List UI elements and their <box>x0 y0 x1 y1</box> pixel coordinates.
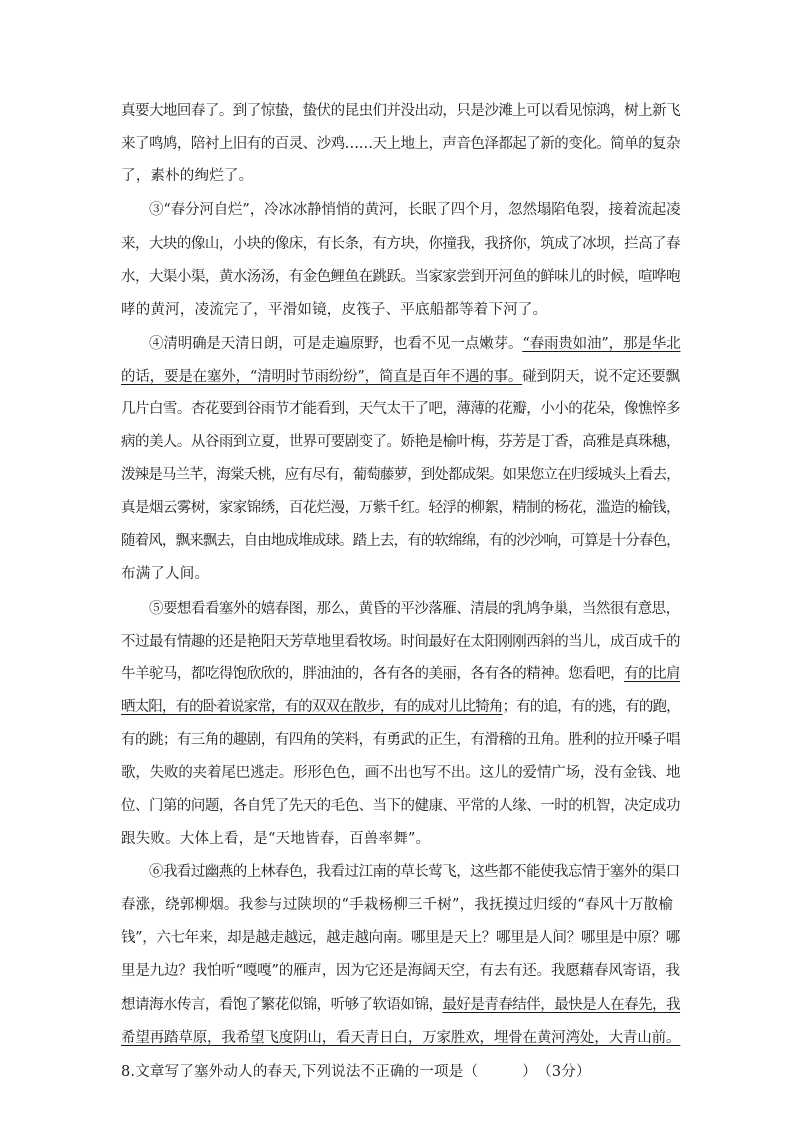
text-segment: 哮的黄河，凌流完了，平滑如镜，皮筏子、平底船都等着下河了。 <box>121 302 548 318</box>
text-line <box>121 764 680 782</box>
text-segment: 真是烟云雾树，家家锦绣，百花烂漫，万紫千红。轻浮的柳絮，精制的杨花，滥造的榆钱， <box>121 500 680 516</box>
text-segment: 牛羊驼马，都吃得饱欣欣的，胖油油的，各有各的美丽，各有各的精神。您看吧， <box>121 666 625 682</box>
text-line <box>121 532 680 550</box>
text-line <box>149 600 680 618</box>
text-line <box>121 996 680 1014</box>
text-segment: ⑤要想看看塞外的嬉春图，那么，黄昏的平沙落雁、清晨的乳鸠争巢，当然很有意思， <box>149 601 680 617</box>
text-line <box>121 665 680 683</box>
text-segment: 真要大地回春了。到了惊蛰，蛰伏的昆虫们并没出动，只是沙滩上可以看见惊鸿，树上新飞 <box>121 103 680 119</box>
underlined-text: 的话，要是在塞外，“清明时节雨纷纷”，简直是百年不遇的事。 <box>121 369 523 385</box>
text-line <box>149 863 680 881</box>
text-line <box>121 235 680 253</box>
text-segment: 布满了人间。 <box>121 566 210 582</box>
text-line <box>121 368 680 386</box>
text-segment: 碰到阴天，说不定还要飘 <box>522 369 680 385</box>
question-line <box>121 1063 591 1081</box>
text-segment: ；有的追，有的逃，有的跑， <box>502 699 680 715</box>
text-segment: 来，大块的像山，小块的像床，有长条，有方块，你撞我，我挤你，筑成了冰坝，拦高了春 <box>121 236 680 252</box>
underlined-text: 晒太阳，有的卧着说家常，有的双双在散步，有的成对儿比犄角 <box>121 699 503 715</box>
underlined-text: 最好是青春结伴，最快是人在春先，我 <box>442 997 681 1013</box>
text-line <box>121 301 547 319</box>
text-segment: 不过最有情趣的还是艳阳天芳草地里看牧场。时间最好在太阳刚刚西斜的当儿，成百成千的 <box>121 634 680 650</box>
text-line <box>121 896 673 914</box>
text-segment: ④清明确是天清日朗，可是走遍原野，也看不见一点嫩芽。 <box>149 336 523 352</box>
text-line <box>121 268 680 286</box>
text-line <box>121 565 209 583</box>
text-segment: 随着风，飘来飘去，自由地成堆成球。踏上去，有的软绵绵，有的沙沙响，可算是十分春色， <box>121 533 680 549</box>
text-line <box>121 400 680 418</box>
text-line <box>121 135 680 153</box>
underlined-text: 希望再踏草原，我希望飞度阴山，看天青日白，万家胜欢，埋骨在黄河湾处，大青山前。 <box>121 1030 681 1046</box>
text-segment: 病的美人。从谷雨到立夏，世界可要剧变了。娇艳是榆叶梅，芬芳是丁香，高雅是真珠穗， <box>121 434 680 450</box>
text-line <box>121 962 680 980</box>
text-segment: 几片白雪。杏花要到谷雨节才能看到，天气太干了吧，薄薄的花瓣，小小的花朵，像憔悴多 <box>121 401 680 417</box>
text-segment: 8.文章写了塞外动人的春天,下列说法不正确的一项是（ ） （3分） <box>121 1064 591 1080</box>
text-segment: 来了鸣鸠，陪衬上旧有的百灵、沙鸡……天上地上，声音色泽都起了新的变化。简单的复杂 <box>121 136 680 152</box>
text-segment: 跟失败。大体上看，是“天地皆春，百兽率舞”。 <box>121 831 431 847</box>
text-segment: ⑥我看过幽燕的上林春色，我看过江南的草长莺飞，这些都不能使我忘情于塞外的渠口 <box>149 864 680 880</box>
underlined-text: 有的比肩 <box>624 666 681 682</box>
text-segment: ③“春分河自烂”，冷冰冰静悄悄的黄河，长眠了四个月，忽然塌陷龟裂，接着流起凌 <box>149 202 681 218</box>
text-segment: 了，素朴的绚烂了。 <box>121 168 254 184</box>
text-line <box>121 499 680 517</box>
text-segment: 钱”，六七年来，却是越走越远，越走越向南。哪里是天上？哪里是人间？哪里是中原？哪 <box>121 930 680 946</box>
text-line <box>121 830 430 848</box>
underlined-text: “春雨贵如油”，那是华北 <box>522 336 681 352</box>
text-segment: 歌，失败的夹着尾巴逃走。形形色色，画不出也写不出。这儿的爱情广场，没有金钱、地 <box>121 765 681 781</box>
text-segment: 水，大渠小渠，黄水汤汤，有金色鲤鱼在跳跃。当家家尝到开河鱼的鲜味儿的时候，喧哗咆 <box>121 269 680 285</box>
text-line <box>121 167 253 185</box>
text-segment: 位、门第的问题，各自凭了先天的毛色、当下的健康、平常的人缘、一时的机智，决定成功 <box>121 798 680 814</box>
text-segment: 有的跳；有三角的趣剧，有四角的笑料，有勇武的正生，有滑稽的丑角。胜利的拉开嗓子唱 <box>121 732 680 748</box>
text-line <box>121 797 680 815</box>
text-line <box>121 1029 680 1047</box>
text-line <box>121 102 680 120</box>
text-segment: 里是九边？我怕听“嘎嘎”的雁声，因为它还是海阔天空，有去有还。我愿藉春风寄语，我 <box>121 963 680 979</box>
text-line <box>121 433 680 451</box>
text-line <box>121 731 680 749</box>
text-line <box>149 335 680 353</box>
text-line <box>121 633 680 651</box>
text-segment: 泼辣是马兰芊，海棠夭桃，应有尽有，葡萄藤萝，到处都成架。如果您立在归绥城头上看去， <box>121 467 680 483</box>
text-line <box>121 466 680 484</box>
text-segment: 春涨，绕郭柳烟。我参与过陕坝的“手栽杨柳三千树”，我抚摸过归绥的“春风十万散榆 <box>121 897 674 913</box>
text-segment: 想请海水传言，看饱了繁花似锦，听够了软语如锦， <box>121 997 443 1013</box>
text-line <box>149 201 680 219</box>
text-line <box>121 929 680 947</box>
text-line <box>121 698 680 716</box>
